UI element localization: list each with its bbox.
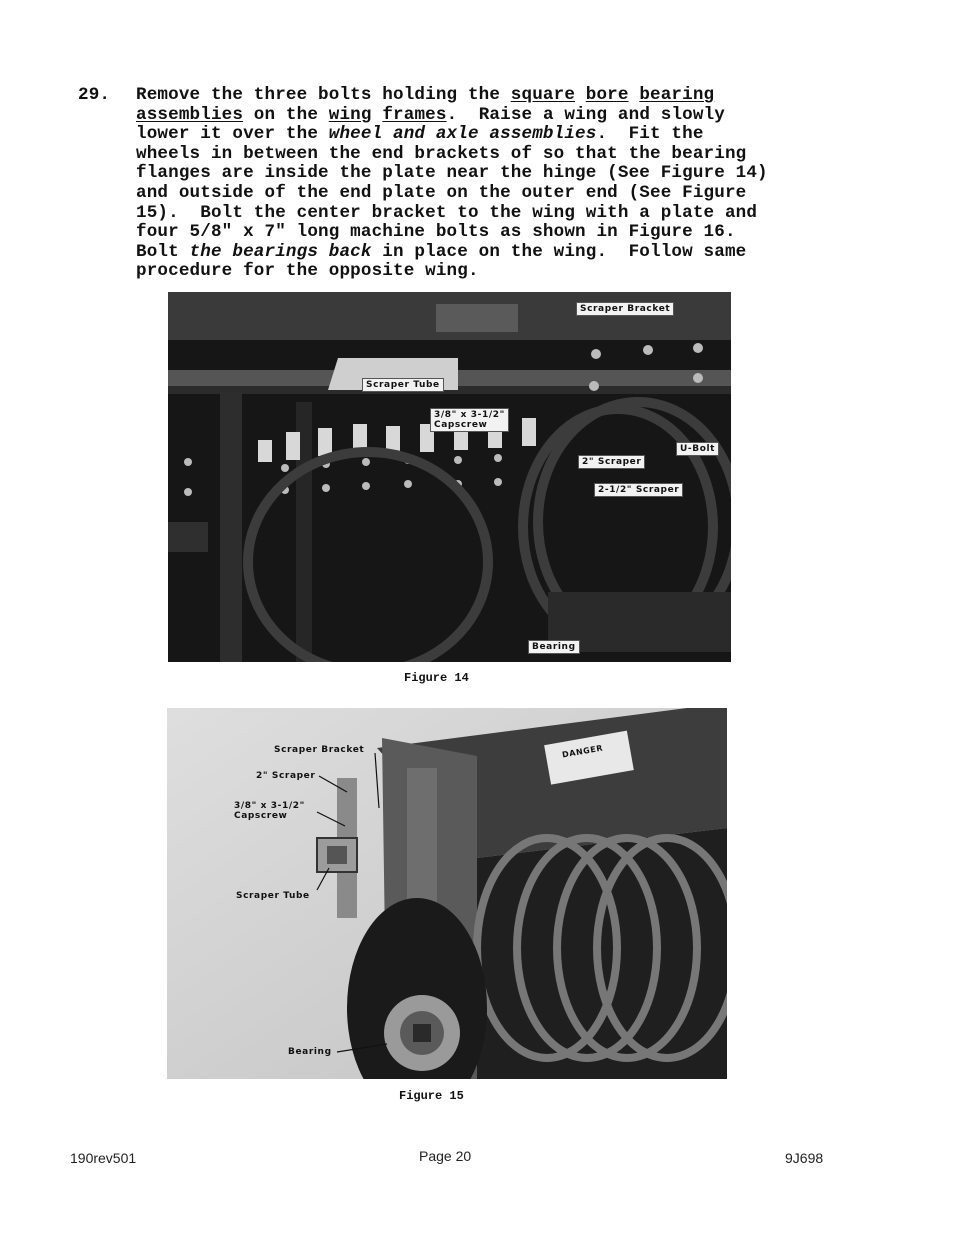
- step-text: [136, 86, 858, 282]
- step-text-run: Bolt: [136, 241, 190, 262]
- step-text-run: [372, 105, 383, 125]
- step-text-run: wheels in between the end brackets of so that the bearing: [136, 143, 747, 164]
- footer-doc-revision: 190rev501: [70, 1150, 137, 1166]
- label-2-inch-scraper: 2" Scraper: [578, 455, 645, 469]
- step-line: [136, 86, 858, 106]
- label-capscrew-size: 3/8" x 3-1/2": [234, 801, 305, 811]
- step-line: [136, 125, 858, 145]
- step-text-run: [629, 85, 640, 105]
- label-capscrew-name: Capscrew: [434, 420, 488, 430]
- step-text-run: in place on the wing. Follow same: [371, 241, 747, 262]
- label-u-bolt: U-Bolt: [676, 442, 719, 456]
- figure-15-photo: [167, 708, 727, 1079]
- step-text-run: wing: [328, 104, 372, 125]
- step-line: [136, 223, 858, 243]
- danger-decal: DANGER: [561, 743, 604, 760]
- step-text-run: and outside of the end plate on the outer end (See Figure: [136, 182, 747, 203]
- label-capscrew-size: 3/8" x 3-1/2": [434, 410, 505, 420]
- step-text-run: assemblies: [136, 104, 244, 125]
- step-line: [136, 106, 858, 126]
- label-2-inch-scraper: 2" Scraper: [256, 771, 316, 781]
- figure-15-caption: Figure 15: [399, 1089, 464, 1103]
- label-capscrew: [430, 408, 509, 432]
- label-capscrew-name: Capscrew: [234, 811, 288, 821]
- step-text-run: wheel and axle assemblies: [328, 124, 597, 145]
- figure-14-illustration: [168, 292, 731, 662]
- step-text-run: lower it over the: [136, 124, 329, 145]
- label-scraper-tube: Scraper Tube: [236, 891, 310, 901]
- step-line: [136, 184, 858, 204]
- step-line: [136, 262, 858, 282]
- step-text-run: square: [510, 85, 576, 105]
- step-text-run: Remove the three bolts holding the: [136, 85, 511, 105]
- label-capscrew: [231, 800, 308, 822]
- step-line: [136, 243, 858, 263]
- step-text-run: bearing: [639, 85, 715, 105]
- step-text-run: four 5/8" x 7" long machine bolts as shown in Figure 16.: [136, 222, 736, 243]
- step-number: 29.: [78, 85, 111, 105]
- label-bearing: Bearing: [528, 640, 580, 654]
- step-line: [136, 164, 858, 184]
- step-text-run: . Fit the: [596, 124, 704, 145]
- footer-part-number: 9J698: [785, 1150, 824, 1166]
- step-text-run: [575, 85, 586, 105]
- label-bearing: Bearing: [288, 1047, 332, 1057]
- step-line: [136, 145, 858, 165]
- step-text-run: procedure for the opposite wing.: [136, 261, 479, 282]
- label-scraper-bracket: Scraper Bracket: [274, 745, 365, 755]
- label-scraper-bracket: Scraper Bracket: [576, 302, 674, 316]
- step-text-run: the bearings back: [189, 241, 372, 262]
- label-scraper-tube: Scraper Tube: [362, 378, 444, 392]
- figure-14-caption: Figure 14: [404, 671, 469, 685]
- step-text-run: . Raise a wing and slowly: [446, 104, 725, 125]
- step-text-run: 15). Bolt the center bracket to the wing with a plate and: [136, 202, 758, 223]
- footer-page-number: Page 20: [419, 1148, 472, 1164]
- step-line: [136, 204, 858, 224]
- label-2-5-inch-scraper: 2-1/2" Scraper: [594, 483, 683, 497]
- step-text-run: flanges are inside the plate near the hinge (See Figure 14): [136, 163, 768, 184]
- step-text-run: frames: [382, 104, 447, 125]
- step-text-run: on the: [243, 104, 329, 125]
- figure-14-photo: [168, 292, 731, 662]
- step-text-run: bore: [585, 85, 629, 105]
